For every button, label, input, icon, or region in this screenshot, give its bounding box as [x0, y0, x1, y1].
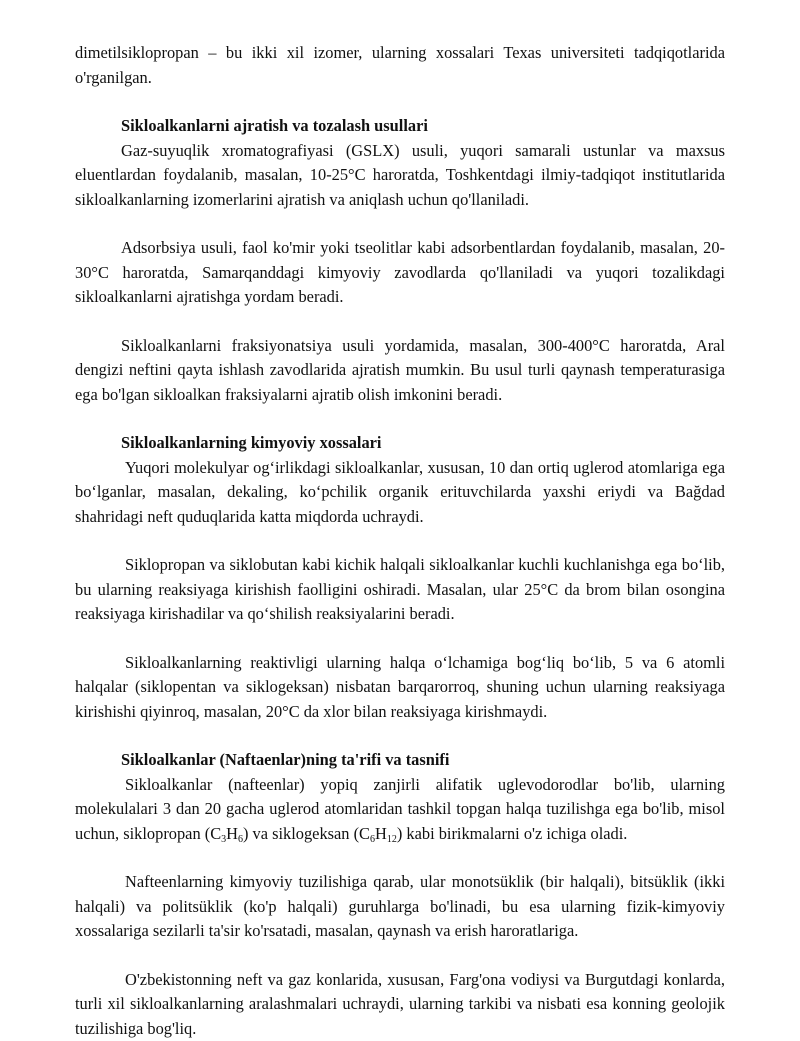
- subscript-3: 3: [221, 834, 226, 845]
- paragraph-reactivity: Sikloalkanlarning reaktivligi ularning halqa o‘lchamiga bog‘liq bo‘lib, 5 va 6 atomli halqalar (siklopentan va siklogeksan) nisbatan barqarorroq, shuning uchun ularning reaksiyaga kirishishi qiyinroq, masalan, 20°C da xlor bilan reaksiyaga kirishmaydi.: [75, 651, 725, 725]
- definition-text-4: H: [375, 824, 387, 843]
- spacer: [75, 310, 725, 334]
- subscript-12: 12: [387, 834, 397, 845]
- paragraph-definition: [75, 773, 725, 847]
- section-heading-chemical-properties: Sikloalkanlarning kimyoviy xossalari: [75, 431, 725, 456]
- definition-text-5: ) kabi birikmalarni o'z ichiga oladi.: [397, 824, 628, 843]
- spacer: [75, 529, 725, 553]
- intro-paragraph: dimetilsiklopropan – bu ikki xil izomer, ularning xossalari Texas universiteti tadqiqotlarida o'rganilgan.: [75, 41, 725, 90]
- section-heading-separation: Sikloalkanlarni ajratish va tozalash usullari: [75, 114, 725, 139]
- spacer: [75, 627, 725, 651]
- paragraph-adsorption: Adsorbsiya usuli, faol ko'mir yoki tseolitlar kabi adsorbentlardan foydalanib, masalan, 20-30°C haroratda, Samarqanddagi kimyoviy zavodlarda qo'llaniladi va yuqori tozalikdagi sikloalkanlarni ajratishga yordam beradi.: [75, 236, 725, 310]
- paragraph-classification: Nafteenlarning kimyoviy tuzilishiga qarab, ular monotsüklik (bir halqali), bitsüklik (ikki halqali) va politsüklik (ko'p halqali) guruhlarga bo'linadi, bu esa ularning fizik-kimyoviy xossalariga sezilarli ta'sir ko'rsatadi, masalan, qaynash va erish haroratlariga.: [75, 870, 725, 944]
- definition-text-2: H: [226, 824, 238, 843]
- spacer: [75, 944, 725, 968]
- spacer: [75, 407, 725, 431]
- subscript-6: 6: [238, 834, 243, 845]
- spacer: [75, 846, 725, 870]
- definition-text-3: ) va siklogeksan (C: [243, 824, 370, 843]
- paragraph-small-rings: Siklopropan va siklobutan kabi kichik halqali sikloalkanlar kuchli kuchlanishga ega bo‘lib, bu ularning reaksiyaga kirishish faolligini oshiradi. Masalan, ular 25°C da brom bilan osongina reaksiyaga kirishadilar va qo‘shilish reaksiyalarini beradi.: [75, 553, 725, 627]
- paragraph-high-molecular: Yuqori molekulyar og‘irlikdagi sikloalkanlar, xususan, 10 dan ortiq uglerod atomlariga ega bo‘lganlar, masalan, dekaling, ko‘pchilik organik erituvchilarda yaxshi eriydi va Bağdad shahridagi neft quduqlarida katta miqdorda uchraydi.: [75, 456, 725, 530]
- document-page: [75, 41, 725, 1041]
- spacer: [75, 212, 725, 236]
- spacer: [75, 724, 725, 748]
- spacer: [75, 90, 725, 114]
- definition-text-1: Sikloalkanlar (nafteenlar) yopiq zanjirli alifatik uglevodorodlar bo'lib, ularning molekulalari 3 dan 20 gacha uglerod atomlaridan tashkil topgan halqa tuzilishga ega bo'lib, misol uchun, siklopropan (C: [75, 775, 725, 843]
- subscript-6b: 6: [370, 834, 375, 845]
- paragraph-uzbekistan-deposits: O'zbekistonning neft va gaz konlarida, xususan, Farg'ona vodiysi va Burgutdagi konlarda, turli xil sikloalkanlarning aralashmalari uchraydi, ularning tarkibi va nisbati esa konning geolojik tuzilishiga bog'liq.: [75, 968, 725, 1041]
- paragraph-chromatography: Gaz-suyuqlik xromatografiyasi (GSLX) usuli, yuqori samarali ustunlar va maxsus eluentlardan foydalanib, masalan, 10-25°C haroratda, Toshkentdagi ilmiy-tadqiqot institutlarida sikloalkanlarning izomerlarini ajratish va aniqlash uchun qo'llaniladi.: [75, 139, 725, 213]
- section-heading-definition: Sikloalkanlar (Naftaenlar)ning ta'rifi va tasnifi: [75, 748, 725, 773]
- paragraph-fractionation: Sikloalkanlarni fraksiyonatsiya usuli yordamida, masalan, 300-400°C haroratda, Aral dengizi neftini qayta ishlash zavodlarida ajratish mumkin. Bu usul turli qaynash temperaturasiga ega bo'lgan sikloalkan fraksiyalarni ajratib olish imkonini beradi.: [75, 334, 725, 408]
